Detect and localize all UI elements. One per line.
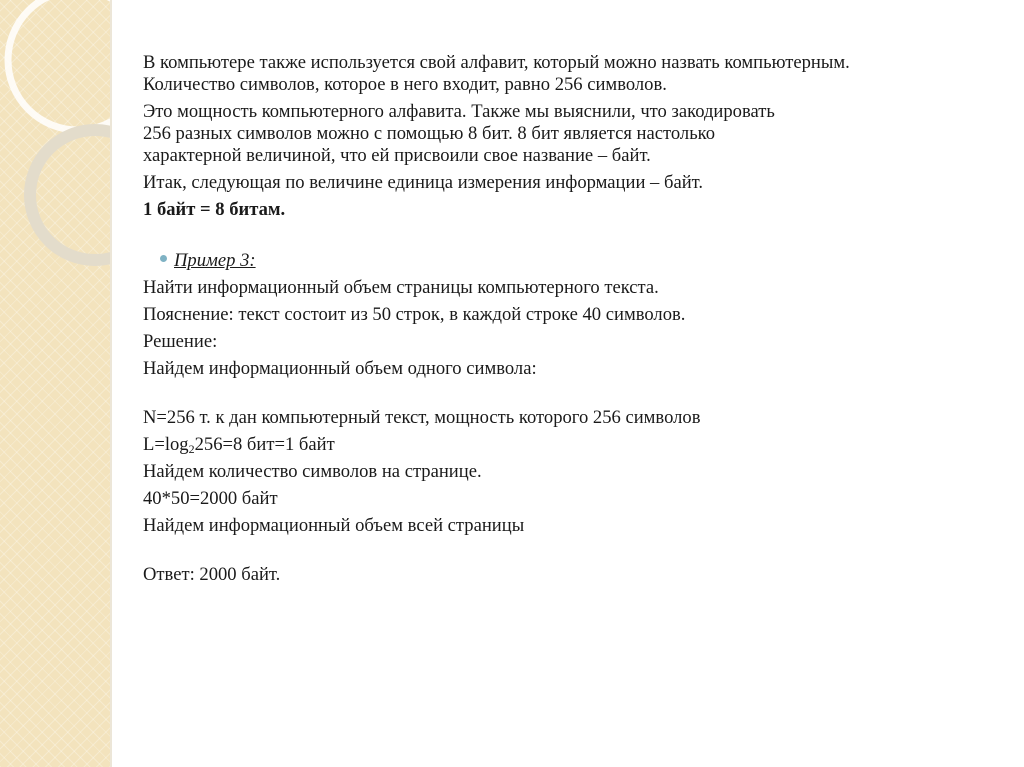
example-title: Пример 3: [174, 250, 256, 271]
slide-content [143, 52, 988, 591]
bullet-icon [160, 255, 167, 262]
intro-paragraph [143, 52, 988, 96]
decorative-circles [0, 0, 110, 767]
spacer [143, 385, 988, 407]
spacer [143, 542, 988, 564]
step-three-line: Найдем информационный объем всей страницы [143, 515, 525, 536]
spacer [143, 226, 988, 250]
calc-line: 40*50=2000 байт [143, 488, 278, 509]
byte-definition: 1 байт = 8 битам. [143, 199, 286, 220]
decorative-side-panel [0, 0, 110, 767]
decorative-circle-middle [30, 130, 110, 260]
panel-divider [110, 0, 112, 767]
explanation-line: Пояснение: текст состоит из 50 строк, в каждой строке 40 символов. [143, 304, 686, 325]
intro-line-2: Количество символов, которое в него входит, равно 256 символов. [143, 74, 667, 95]
log-base: 2 [188, 442, 195, 456]
l-prefix: L=log [143, 434, 189, 455]
decorative-circle-top [8, 0, 110, 130]
l-rest: 256=8 бит=1 байт [194, 434, 335, 455]
l-line [143, 434, 988, 456]
example-heading [143, 250, 988, 272]
task-line: Найти информационный объем страницы компьютерного текста. [143, 277, 659, 298]
answer-line: Ответ: 2000 байт. [143, 564, 281, 585]
n-line: N=256 т. к дан компьютерный текст, мощность которого 256 символов [143, 407, 701, 428]
step-two-line: Найдем количество символов на странице. [143, 461, 482, 482]
intro-line-1: В компьютере также используется свой алфавит, который можно назвать компьютерным. [143, 52, 850, 73]
solution-label: Решение: [143, 331, 218, 352]
unit-line: Итак, следующая по величине единица измерения информации – байт. [143, 172, 704, 193]
step-one-line: Найдем информационный объем одного символа: [143, 358, 537, 379]
power-paragraph: Это мощность компьютерного алфавита. Также мы выяснили, что закодировать 256 разных символов можно с помощью 8 бит. 8 бит является настолько характерной величиной, что ей присвоили свое название – байт. [143, 101, 775, 166]
